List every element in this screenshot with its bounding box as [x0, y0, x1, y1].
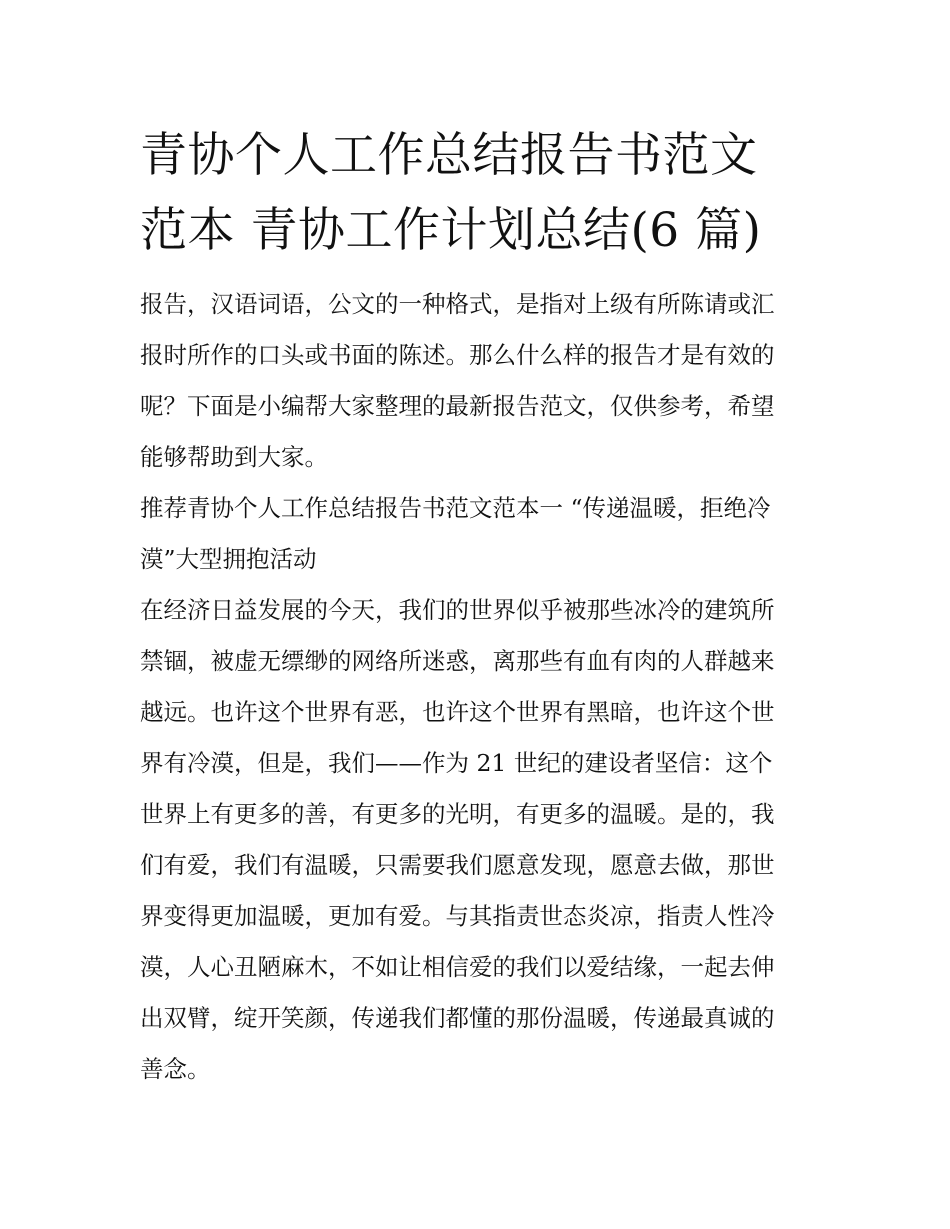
text-line: 禁锢，被虚无缥缈的网络所迷惑，离那些有血有肉的人群越来	[140, 647, 775, 675]
body-paragraph	[140, 585, 812, 1095]
text-line: 界变得更加温暖，更加有爱。与其指责世态炎凉，指责人性冷	[140, 902, 775, 930]
document-body	[140, 279, 812, 1095]
text-line: 世界上有更多的善，有更多的光明，有更多的温暖。是的，我	[140, 800, 775, 828]
text-line: 在经济日益发展的今天，我们的世界似乎被那些冰冷的建筑所	[140, 596, 775, 624]
document-page	[140, 118, 812, 1095]
text-line: 报告，汉语词语，公文的一种格式，是指对上级有所陈请或汇	[140, 290, 775, 318]
text-line: 善念。	[140, 1055, 211, 1083]
section-heading-paragraph	[140, 483, 812, 585]
text-line: 能够帮助到大家。	[140, 443, 328, 471]
text-line: 漠，人心丑陋麻木，不如让相信爱的我们以爱结缘，一起去伸	[140, 953, 775, 981]
text-line: 推荐青协个人工作总结报告书范文范本一 “传递温暖，拒绝冷	[140, 494, 771, 522]
title-line-1: 青协个人工作总结报告书范文	[140, 128, 758, 183]
text-line: 们有爱，我们有温暖，只需要我们愿意发现，愿意去做，那世	[140, 851, 775, 879]
text-line: 报时所作的口头或书面的陈述。那么什么样的报告才是有效的	[140, 341, 775, 369]
intro-paragraph	[140, 279, 812, 483]
title-line-2: 范本 青协工作计划总结(6 篇)	[140, 203, 762, 258]
text-line: 呢？下面是小编帮大家整理的最新报告范文，仅供参考，希望	[140, 392, 775, 420]
text-line: 漠”大型拥抱活动	[140, 545, 317, 573]
document-title	[140, 118, 812, 268]
text-line: 越远。也许这个世界有恶，也许这个世界有黑暗，也许这个世	[140, 698, 775, 726]
text-line: 出双臂，绽开笑颜，传递我们都懂的那份温暖，传递最真诚的	[140, 1004, 775, 1032]
text-line: 界有冷漠，但是，我们——作为 21 世纪的建设者坚信：这个	[140, 749, 773, 777]
